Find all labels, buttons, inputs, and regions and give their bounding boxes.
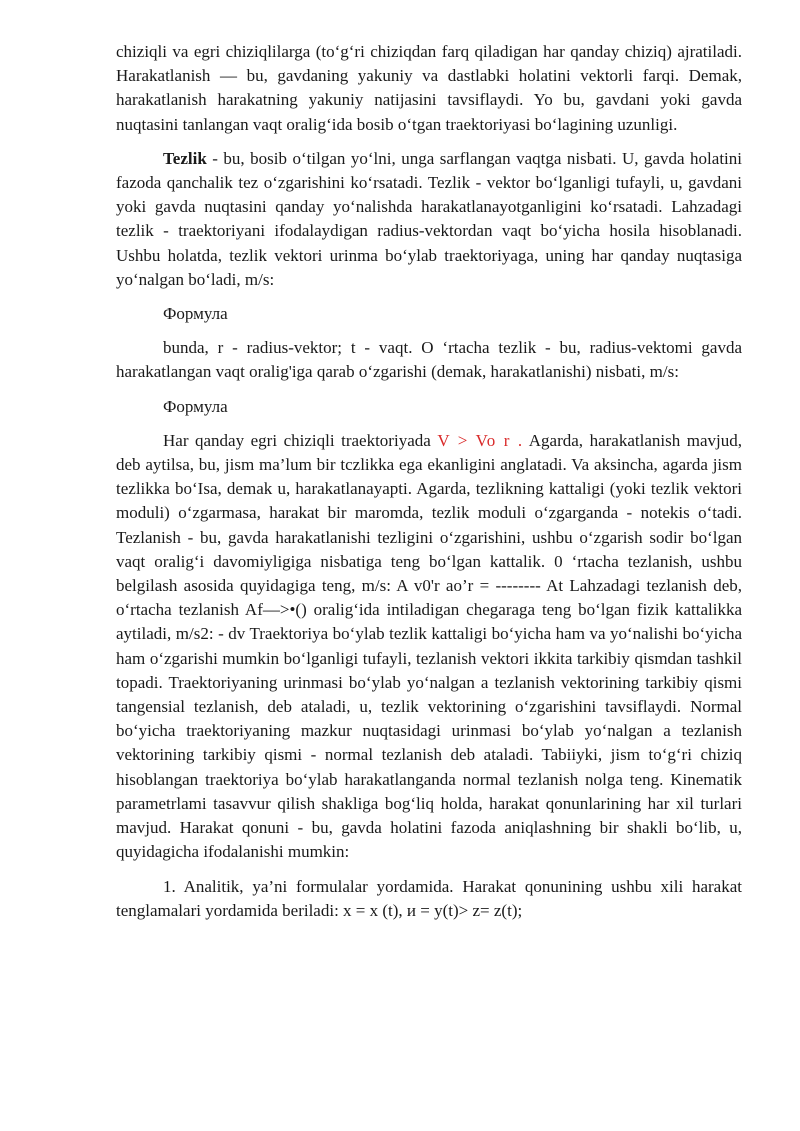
paragraph-intro: chiziqli va egri chiziqlilarga (to‘g‘ri chiziqdan farq qiladigan har qanday chiziq) ajratiladi. Harakatlanish — bu, gavdaning yakuniy va dastlabki holatini vektorli farqi. Demak, harakatlanish harakatning yakuniy natijasini tavsiflaydi. Yo bu, gavdani yoki gavda nuqtasini tanlangan vaqt oralig‘ida bosib o‘tgan traektoriyasi bo‘lagining uzunligi. — [116, 42, 742, 134]
acceleration-body: Agarda, harakatlanish mavjud, deb aytilsa, bu, jism ma’lum bir tczlikka ega ekanligini anglatadi. Va aksincha, agarda jism tezlikka bo‘Isa, demak u, harakatlanayapti. Agarda, tezlikning kattaligi (yoki tezlik vektori moduli) o‘zgarmasa, harakat bir maromda, tezlik moduli o‘zgarganda - notekis o‘tadi. Tezlanish - bu, gavda harakatlanishi tezligini o‘zgarishini, ushbu o‘zgarish sodir bo‘lgan vaqt oralig‘i davomiyligiga nisbatiga teng bo‘lgan kattalik. 0 ‘rtacha tezlanish, ushbu belgilash asosida quyidagiga teng, m/s: A v0'r ao’r = -------- At Lahzadagi tezlanish deb, o‘rtacha tezlanish Af—>•() oralig‘ida intiladigan chegaraga teng bo‘lgan fizik kattalikka aytiladi, m/s2: - dv Traektoriya bo‘ylab tezlik kattaligi bo‘yicha ham va yo‘nalishi bo‘yicha ham o‘zgarishi mumkin bo‘lganligi tufayli, tezlanish vektori ikkita tarkibiy qismdan tashkil topadi. Traektoriyaning urinmasi bo‘ylab yo‘nalgan a tezlanish vektorining tarkibiy qismi tangensial tezlanish, deb ataladi, u, tezlik vektorining o‘zgarishini tavsiflaydi. Normal bo‘yicha traektoriyaning mazkur nuqtasidagi urinmasi bo‘ylab yo‘nalgan a tezlanish vektorining tarkibiy qismi - normal tezlanish deb ataladi. Tabiiyki, jism to‘g‘ri chiziq hisoblangan traektoriya bo‘ylab harakatlanganda normal tezlanish nolga teng. Kinematik parametrlami tasavvur qilish shakliga bog‘liq holda, harakat qonunlarining har xil turlari mavjud. Harakat qonuni - bu, gavda holatini fazoda aniqlashning bir shakli bo‘lib, u, quyidagicha ifodalanishi mumkin: — [116, 430, 742, 862]
acceleration-intro: Har qanday egri chiziqli traektoriyada — [163, 430, 438, 450]
paragraph-radius-vector: bunda, r - radius-vektor; t - vaqt. O ‘rtacha tezlik - bu, radius-vektomi gavda harakatlangan vaqt oralig'iga qarab o‘zgarishi (demak, harakatlanishi) nisbati, m/s: — [116, 338, 742, 382]
paragraph-tezlik — [116, 147, 742, 292]
velocity-inequality: V > Vo r . — [437, 430, 524, 450]
tezlik-definition: - bu, bosib o‘tilgan yo‘lni, unga sarflangan vaqtga nisbati. U, gavda holatini fazoda qanchalik tez o‘zgarishini ko‘rsatadi. Tezlik - vektor bo‘lganligi tufayli, u, gavdani yoki gavda nuqtasini qanday yo‘nalishda harakatlanayotganligini ko‘rsatadi. Lahzadagi tezlik - traektoriyani ifodalaydigan radius-vektordan vaqt bo‘yicha hosila hisoblanadi. Ushbu holatda, tezlik vektori urinma bo‘ylab traektoriyaga, uning har qanday nuqtasiga yo‘nalgan bo‘ladi, m/s: — [116, 148, 742, 289]
term-tezlik: Tezlik — [163, 148, 207, 168]
paragraph-acceleration — [116, 429, 742, 865]
paragraph-analytic-law: 1. Analitik, ya’ni formulalar yordamida. Harakat qonunining ushbu xili harakat tenglamalari yordamida beriladi: x = x (t), и = y(t)> z= z(t); — [116, 876, 742, 920]
formula-placeholder-2: Формула — [163, 396, 228, 416]
formula-placeholder-1: Формула — [163, 304, 228, 324]
